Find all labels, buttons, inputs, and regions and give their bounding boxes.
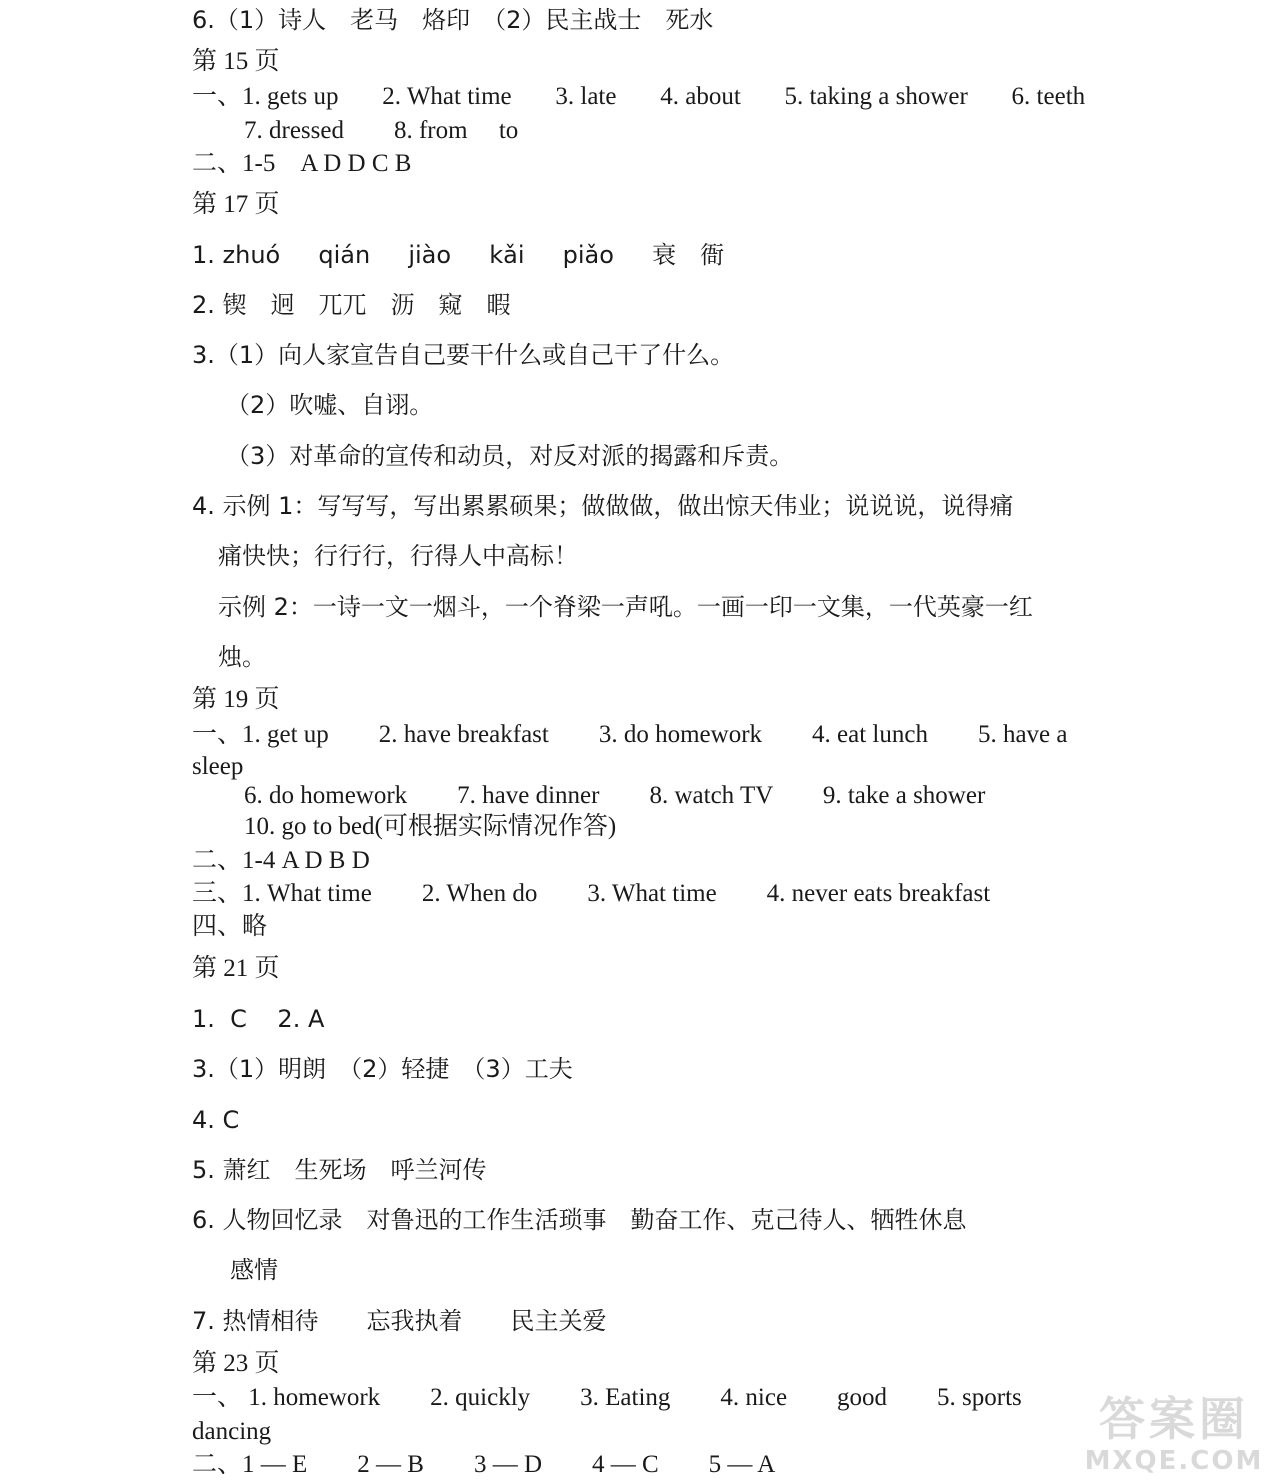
page-heading: 第 17 页 [192,191,280,218]
answer-line: 7. dressed 8. from to [244,117,519,144]
answer-line: 6. do homework 7. have dinner 8. watch TV 9. take a shower [244,782,986,809]
answer-line: 1. C 2. A [192,1005,325,1033]
answer-line: 痛快快；行行行，行得人中高标！ [218,542,578,570]
watermark-url: MXQE.COM [1084,1446,1264,1476]
page-heading: 第 23 页 [192,1350,280,1377]
page-heading: 第 21 页 [192,955,280,982]
answer-line: 示例 2：一诗一文一烟斗，一个脊梁一声吼。一画一印一文集，一代英豪一红 [218,593,1033,621]
answer-line: 感情 [230,1256,278,1284]
answer-line: 3.（1）向人家宣告自己要干什么或自己干了什么。 [192,341,735,369]
answer-line: 一、1. get up 2. have breakfast 3. do homework 4. eat lunch 5. have a [192,721,1068,748]
answer-line: 三、1. What time 2. When do 3. What time 4. never eats breakfast [192,880,991,907]
answer-line: 一、1. gets up 2. What time 3. late 4. about 5. taking a shower 6. teeth [192,83,1086,110]
page-heading: 第 19 页 [192,686,280,713]
answer-line: 10. go to bed(可根据实际情况作答) [244,813,617,840]
answer-line: 7. 热情相待 忘我执着 民主关爱 [192,1307,607,1335]
answer-line: （2）吹嘘、自诩。 [226,391,434,419]
answer-line: 二、1 — E 2 — B 3 — D 4 — C 5 — A [192,1451,776,1478]
answer-line: 四、略 [192,913,268,940]
answer-line: dancing [192,1418,272,1445]
answer-line: 二、1-5 A D D C B [192,150,412,177]
answer-line: 4. C [192,1106,240,1134]
answer-line: 2. 锲 迥 兀兀 沥 窥 暇 [192,291,511,319]
page-heading: 第 15 页 [192,48,280,75]
answer-line: 5. 萧红 生死场 呼兰河传 [192,1156,487,1184]
answer-line: sleep [192,753,244,780]
answer-line: 6. 人物回忆录 对鲁迅的工作生活琐事 勤奋工作、克己待人、牺牲休息 [192,1206,967,1234]
answer-line: 1. zhuó qián jiào kǎi piǎo 衰 衙 [192,241,725,269]
watermark-text: 答案圈 [1099,1392,1249,1446]
watermark-logo [1074,1393,1274,1479]
answer-line: 6.（1）诗人 老马 烙印 （2）民主战士 死水 [192,6,714,34]
answer-line: 4. 示例 1：写写写，写出累累硕果；做做做，做出惊天伟业；说说说，说得痛 [192,492,1014,520]
answer-line: 二、1-4 A D B D [192,847,370,874]
answer-line: 3.（1）明朗 （2）轻捷 （3）工夫 [192,1055,573,1083]
answer-line: 一、 1. homework 2. quickly 3. Eating 4. nice good 5. sports [192,1384,1022,1411]
answer-line: （3）对革命的宣传和动员，对反对派的揭露和斥责。 [226,442,794,470]
answer-line: 烛。 [218,643,266,671]
